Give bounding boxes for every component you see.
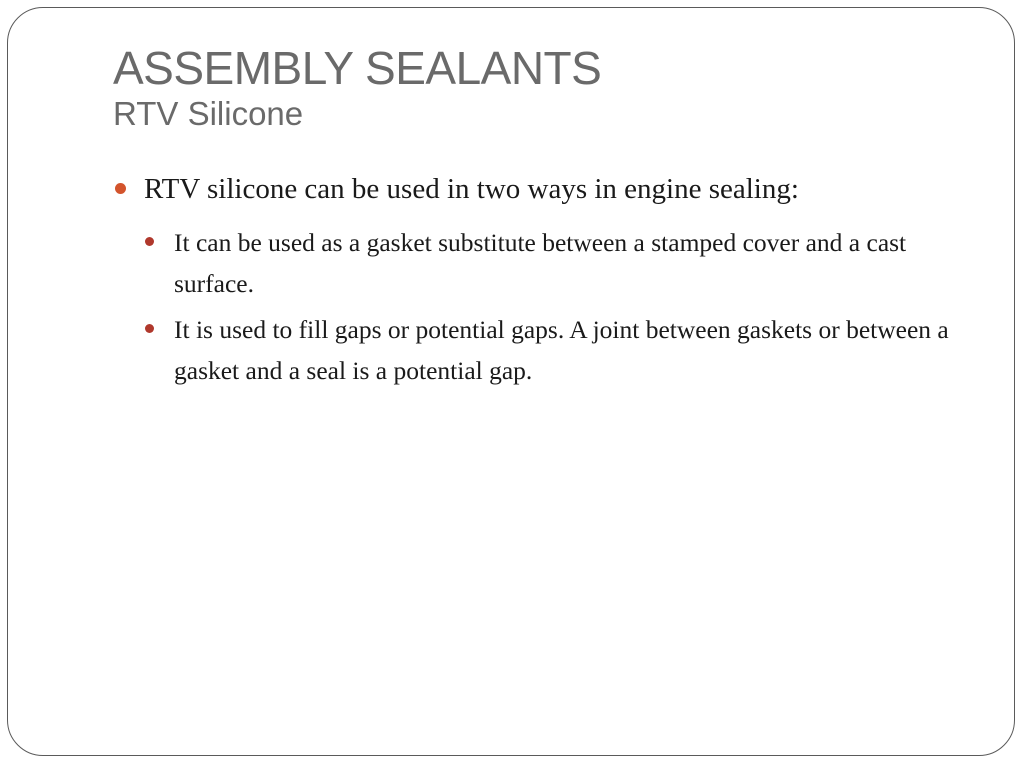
sub-bullet-text: It is used to fill gaps or potential gaps. A joint between gaskets or between a gasket and a seal is a potential gap. xyxy=(174,315,949,385)
sub-bullet-item xyxy=(143,309,953,391)
slide-body xyxy=(113,168,953,396)
slide-title xyxy=(113,44,601,131)
sub-bullet-dot-icon xyxy=(145,237,154,246)
bullet-dot-icon xyxy=(115,183,126,194)
sub-bullet-item xyxy=(143,222,953,304)
bullet-item xyxy=(113,168,953,210)
bullet-text: RTV silicone can be used in two ways in engine sealing: xyxy=(144,173,799,205)
title-text: ASSEMBLY SEALANTS xyxy=(113,42,602,94)
sub-bullet-dot-icon xyxy=(145,324,154,333)
subtitle-text: RTV Silicone xyxy=(113,94,304,132)
sub-bullet-text: It can be used as a gasket substitute between a stamped cover and a cast surface. xyxy=(174,228,907,298)
